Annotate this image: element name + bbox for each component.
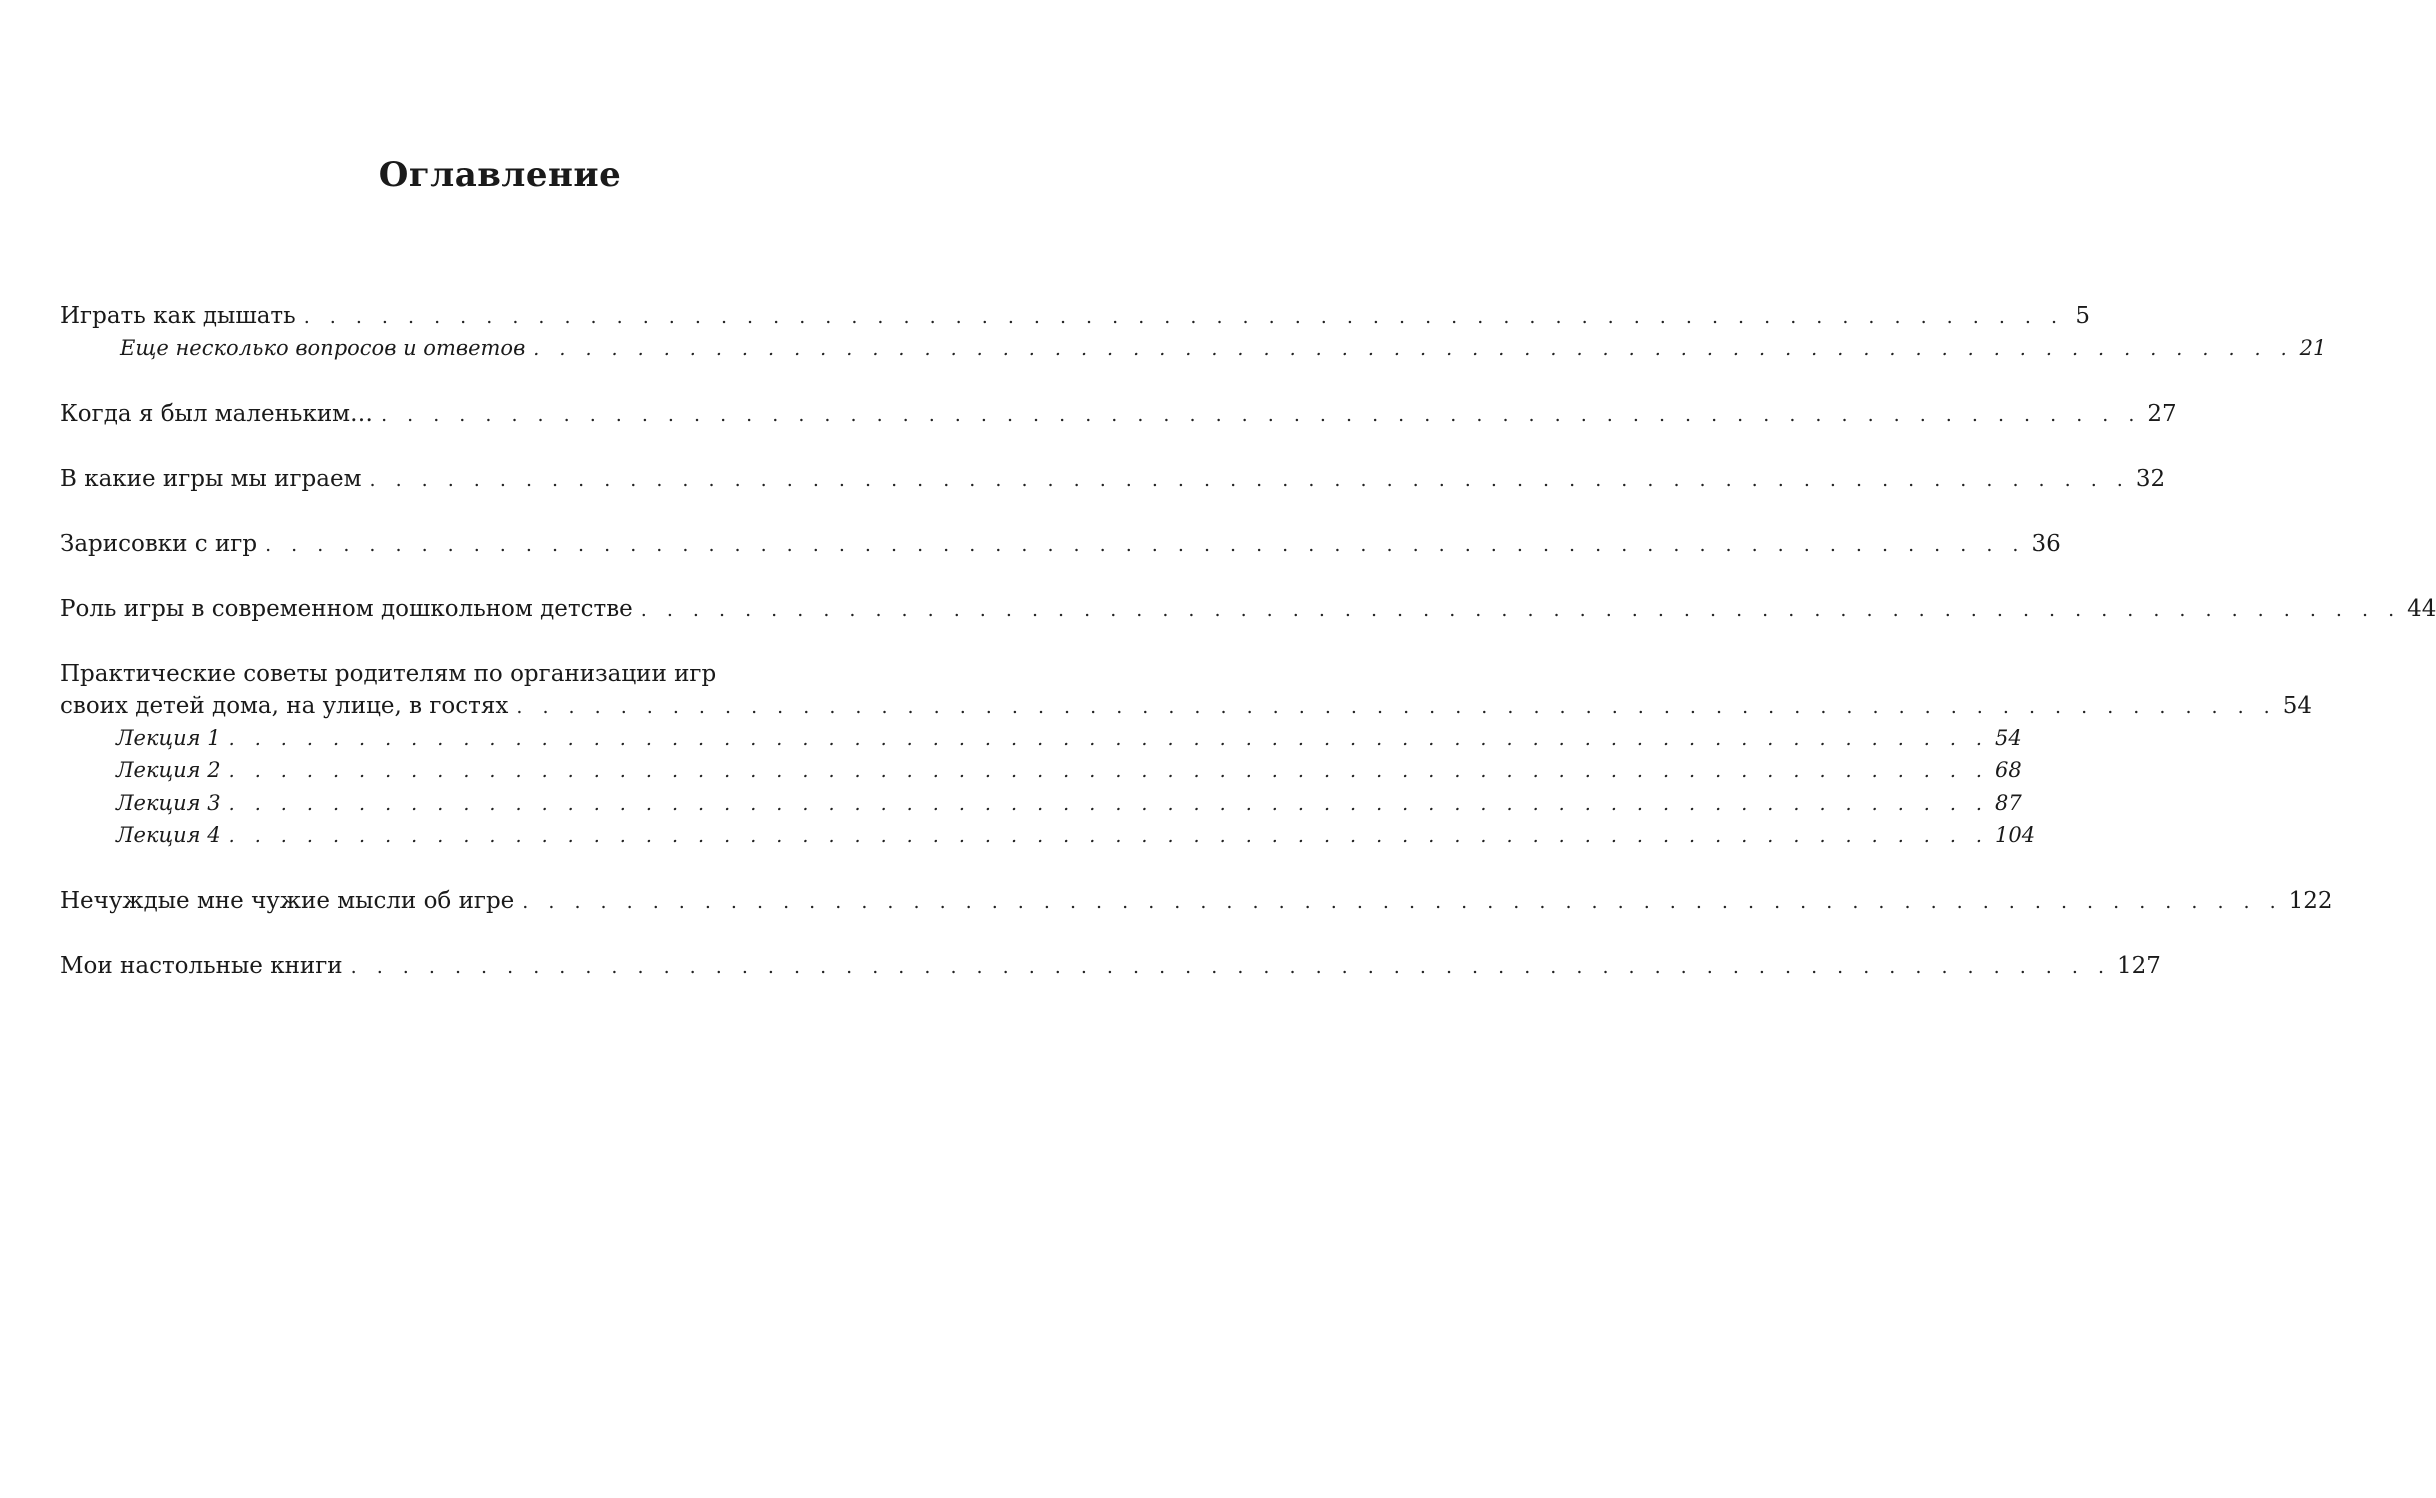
- toc-entry[interactable]: [60, 885, 2333, 918]
- toc-entry-title: Когда я был маленьким…: [60, 400, 374, 427]
- dot-leader: . . . . . . . . . . . . . . . . . . . . . . . . . . . . . . . . . . . . . . . . . . . . . . . . . . . . . . . . . . . . . . . . . . . .: [522, 890, 2283, 913]
- dot-leader: . . . . . . . . . . . . . . . . . . . . . . . . . . . . . . . . . . . . . . . . . . . . . . . . . . . . . . . . . . . . . . . . . . . .: [533, 338, 2294, 360]
- toc-subentry[interactable]: [60, 820, 2036, 853]
- toc-page-number: 54: [1994, 725, 2022, 750]
- toc-subentry-title: Лекция 3: [116, 790, 221, 815]
- dot-leader: . . . . . . . . . . . . . . . . . . . . . . . . . . . . . . . . . . . . . . . . . . . . . . . . . . . . . . . . . . . . . . . . . . . .: [228, 825, 1989, 847]
- toc-page-number: 122: [2288, 887, 2333, 914]
- toc-subentry[interactable]: [60, 333, 2327, 366]
- toc-entry-title: Мои настольные книги: [60, 952, 343, 979]
- toc-entry-title: Играть как дышать: [60, 303, 296, 329]
- toc-page-number: 87: [1994, 790, 2022, 815]
- toc-entry[interactable]: [60, 300, 2091, 333]
- toc-entry-title: В какие игры мы играем: [60, 465, 362, 492]
- toc-subentry-title: Лекция 2: [116, 758, 221, 782]
- toc-subentry-title: Еще несколько вопросов и ответов: [120, 336, 526, 360]
- dot-leader: . . . . . . . . . . . . . . . . . . . . . . . . . . . . . . . . . . . . . . . . . . . . . . . . . . . . . . . . . . . . . . . . . . . .: [640, 598, 2402, 621]
- toc-entry[interactable]: [60, 593, 2436, 626]
- table-of-contents: [60, 300, 2436, 983]
- toc-page-number: 44: [2407, 595, 2436, 622]
- page-title: Оглавление: [378, 154, 622, 195]
- toc-subentry-title: Лекция 4: [116, 823, 221, 847]
- dot-leader: . . . . . . . . . . . . . . . . . . . . . . . . . . . . . . . . . . . . . . . . . . . . . . . . . . . . . . . . . . . . . . . . . . . .: [228, 727, 1989, 750]
- toc-entry-title-line: своих детей дома, на улице, в гостях: [60, 692, 509, 719]
- toc-subentry[interactable]: [60, 755, 2022, 788]
- toc-entry-title: Нечуждые мне чужие мысли об игре: [60, 887, 515, 914]
- toc-page-number: 32: [2135, 465, 2166, 492]
- toc-entry[interactable]: [60, 463, 2166, 496]
- dot-leader: . . . . . . . . . . . . . . . . . . . . . . . . . . . . . . . . . . . . . . . . . . . . . . . . . . . . . . . . . . . . . . . . . . . .: [303, 306, 2065, 328]
- toc-subentry[interactable]: [60, 788, 2022, 821]
- dot-leader: . . . . . . . . . . . . . . . . . . . . . . . . . . . . . . . . . . . . . . . . . . . . . . . . . . . . . . . . . . . . . . . . . . . .: [228, 760, 1989, 782]
- toc-entry[interactable]: [60, 528, 2061, 561]
- toc-subentry[interactable]: [60, 723, 2022, 756]
- toc-entry-title: Зарисовки с игр: [60, 530, 258, 557]
- toc-entry-title: Роль игры в современном дошкольном детстве: [60, 595, 633, 622]
- toc-page-number: 21: [2299, 336, 2327, 360]
- toc-page-number: 54: [2282, 692, 2312, 719]
- dot-leader: . . . . . . . . . . . . . . . . . . . . . . . . . . . . . . . . . . . . . . . . . . . . . . . . . . . . . . . . . . . . . . . . . . . .: [228, 792, 1989, 815]
- toc-entry-title-line: Практические советы родителям по организации игр: [60, 660, 717, 687]
- toc-page-number: 68: [1994, 758, 2022, 782]
- toc-page-number: 36: [2031, 530, 2061, 557]
- toc-page-number: 104: [1994, 823, 2036, 847]
- toc-entry: [60, 690, 2312, 723]
- toc-entry[interactable]: [60, 398, 2177, 431]
- toc-page-number: 27: [2147, 400, 2177, 427]
- toc-subentry-title: Лекция 1: [116, 725, 221, 750]
- dot-leader: . . . . . . . . . . . . . . . . . . . . . . . . . . . . . . . . . . . . . . . . . . . . . . . . . . . . . . . . . . . . . . . . . . . .: [516, 695, 2277, 718]
- dot-leader: . . . . . . . . . . . . . . . . . . . . . . . . . . . . . . . . . . . . . . . . . . . . . . . . . . . . . . . . . . . . . . . . . . . .: [265, 533, 2026, 556]
- toc-entry-multiline[interactable]: [60, 658, 2312, 723]
- dot-leader: . . . . . . . . . . . . . . . . . . . . . . . . . . . . . . . . . . . . . . . . . . . . . . . . . . . . . . . . . . . . . . . . . . . .: [350, 955, 2111, 978]
- dot-leader: . . . . . . . . . . . . . . . . . . . . . . . . . . . . . . . . . . . . . . . . . . . . . . . . . . . . . . . . . . . . . . . . . . . .: [381, 403, 2142, 426]
- toc-page-number: 5: [2075, 303, 2091, 329]
- toc-page-number: 127: [2116, 952, 2161, 979]
- toc-entry[interactable]: [60, 950, 2161, 983]
- dot-leader: . . . . . . . . . . . . . . . . . . . . . . . . . . . . . . . . . . . . . . . . . . . . . . . . . . . . . . . . . . . . . . . . . . . .: [369, 468, 2130, 491]
